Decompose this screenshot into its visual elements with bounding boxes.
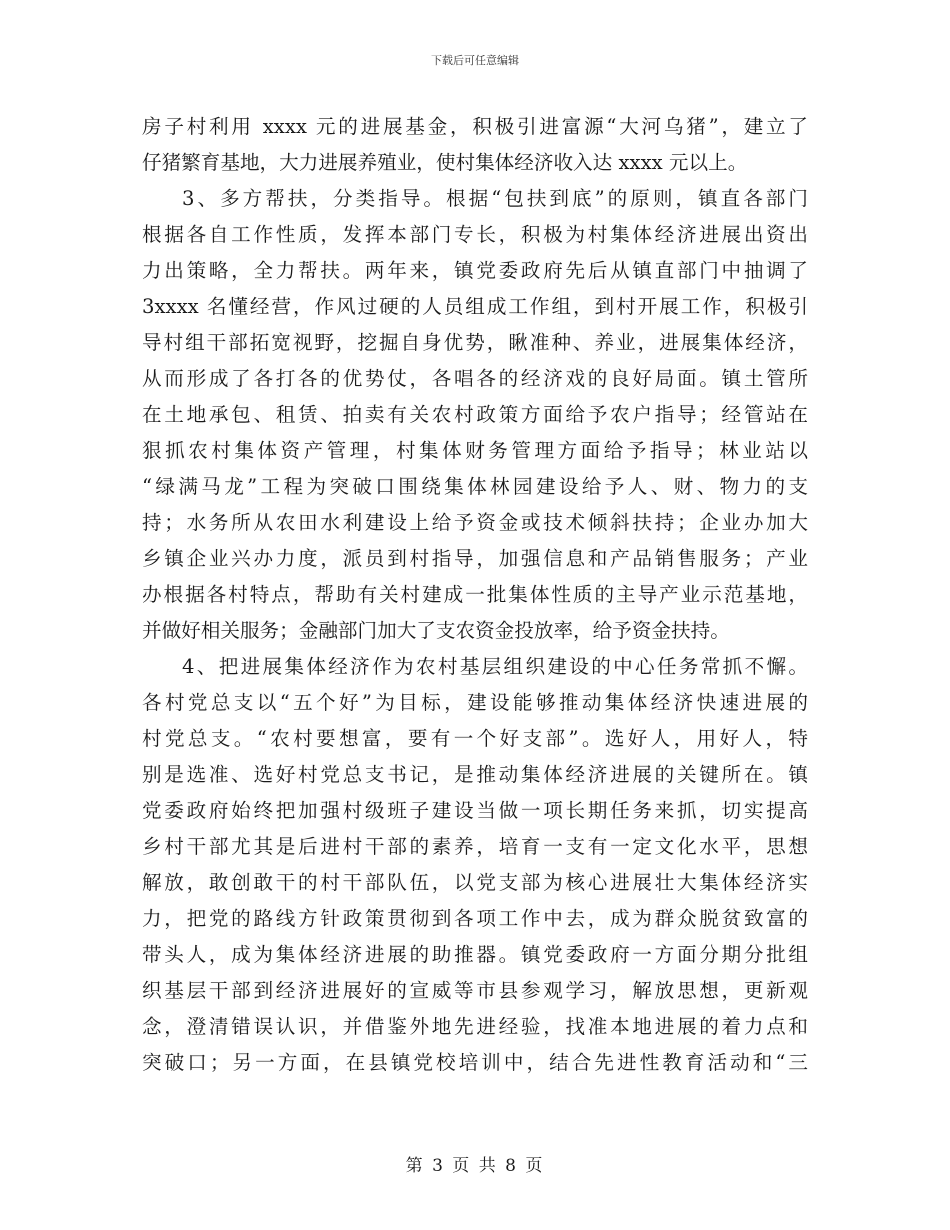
document-body [142, 109, 808, 1081]
text-line: 办根据各村特点，帮助有关村建成一批集体性质的主导产业示范基地， [142, 583, 808, 606]
text-line: 乡镇企业兴办力度，派员到村指导，加强信息和产品销售服务；产业 [142, 547, 808, 570]
page-header: 下载后可任意编辑 [431, 54, 519, 67]
text-line: 各村党总支以“五个好”为目标，建设能够推动集体经济快速进展的 [142, 691, 808, 714]
text-line: 带头人，成为集体经济进展的助推器。镇党委政府一方面分期分批组 [142, 943, 808, 966]
text-line: 别是选准、选好村党总支书记，是推动集体经济进展的关键所在。镇 [142, 763, 808, 786]
text-line: 念，澄清错误认识，并借鉴外地先进经验，找准本地进展的着力点和 [142, 1015, 808, 1038]
text-line: 4、把进展集体经济作为农村基层组织建设的中心任务常抓不懈。 [182, 655, 808, 678]
text-line: 仔猪繁育基地，大力进展养殖业，使村集体经济收入达 xxxx 元以上。 [142, 151, 748, 174]
text-line: 从而形成了各打各的优势仗，各唱各的经济戏的良好局面。镇土管所 [142, 367, 808, 390]
text-line: 解放，敢创敢干的村干部队伍，以党支部为核心进展壮大集体经济实 [142, 871, 808, 894]
text-line: 3、多方帮扶，分类指导。根据“包扶到底”的原则，镇直各部门 [182, 187, 808, 210]
text-line: 在土地承包、租赁、拍卖有关农村政策方面给予农户指导；经管站在 [142, 403, 808, 426]
text-line: 根据各自工作性质，发挥本部门专长，积极为村集体经济进展出资出 [142, 223, 808, 246]
text-line: 狠抓农村集体资产管理，村集体财务管理方面给予指导；林业站以 [142, 439, 808, 462]
text-line: 并做好相关服务；金融部门加大了支农资金投放率，给予资金扶持。 [142, 619, 730, 642]
text-line: 乡村干部尤其是后进村干部的素养，培育一支有一定文化水平，思想 [142, 835, 808, 858]
text-line: 党委政府始终把加强村级班子建设当做一项长期任务来抓，切实提高 [142, 799, 808, 822]
page-number-footer: 第 3 页 共 8 页 [405, 1156, 545, 1176]
text-line: 突破口；另一方面，在县镇党校培训中，结合先进性教育活动和“三 [142, 1051, 808, 1074]
text-line: 3xxxx 名懂经营，作风过硬的人员组成工作组，到村开展工作，积极引 [142, 295, 808, 318]
text-line: 力，把党的路线方针政策贯彻到各项工作中去，成为群众脱贫致富的 [142, 907, 808, 930]
text-line: “绿满马龙”工程为突破口围绕集体林园建设给予人、财、物力的支 [142, 475, 808, 498]
text-line: 房子村利用 xxxx 元的进展基金，积极引进富源“大河乌猪”，建立了 [142, 115, 808, 138]
text-line: 织基层干部到经济进展好的宣威等市县参观学习，解放思想，更新观 [142, 979, 808, 1002]
text-line: 力出策略，全力帮扶。两年来，镇党委政府先后从镇直部门中抽调了 [142, 259, 808, 282]
text-line: 村党总支。“农村要想富，要有一个好支部”。选好人，用好人，特 [142, 727, 808, 750]
text-line: 导村组干部拓宽视野，挖掘自身优势，瞅准种、养业，进展集体经济， [142, 331, 808, 354]
text-line: 持；水务所从农田水利建设上给予资金或技术倾斜扶持；企业办加大 [142, 511, 808, 534]
